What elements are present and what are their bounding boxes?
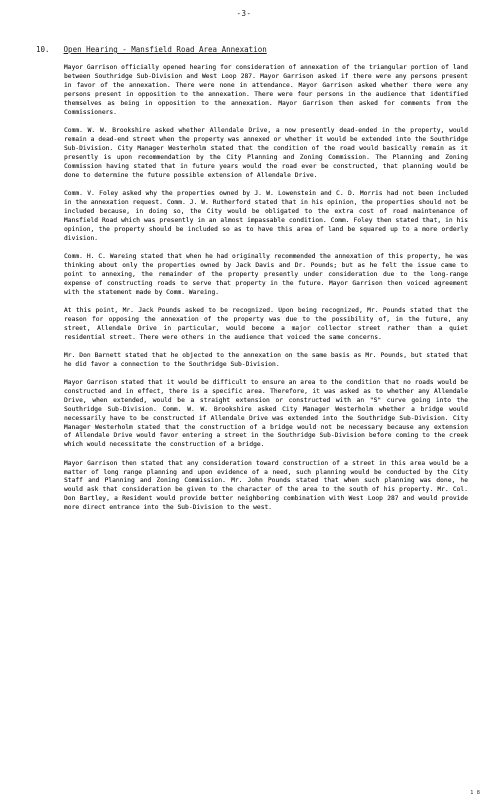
- paragraph-long-range-planning: Mayor Garrison then stated that any consideration toward construction of a street in this area would be a matter of long range planning and upon evidence of a need, such planning would be conducted by the City Staff and Planning and Zoning Commission. Mr. John Pounds stated that when such planning was done, he would ask that consideration be given to the character of the area to the south of his property. Mr. Col. Don Bartley, a Resident would provide better neighboring combination with West Loop 287 and would provide more direct entrance into the Sub-Division to the west.: [64, 459, 468, 512]
- paragraph-garrison-bridge: Mayor Garrison stated that it would be difficult to ensure an area to the condition that no roads would be constructed and in effect, there is a specific area. Therefore, it was asked as to whether any Allendale Drive, when extended, would be a straight extension or constructed with an "S" curve going into the Southridge Sub-Division. Comm. W. W. Brookshire asked City Manager Westerholm whether a bridge would necessarily have to be constructed if Allendale Drive was extended into the Southridge Sub-Division. City Manager Westerholm stated that the construction of a bridge would not be necessary because any extension of Allendale Drive would favor entering a street in the Southridge Sub-Division before coming to the creek which would necessitate the construction of a bridge.: [64, 378, 468, 449]
- document-id: 1 8: [470, 790, 480, 796]
- item-number: 10.: [36, 45, 50, 54]
- item-heading: [36, 45, 267, 54]
- paragraph-brookshire-allendale: Comm. W. W. Brookshire asked whether Allendale Drive, a now presently dead-ended in the property, would remain a dead-end street when the property was annexed or whether it would be extended into the Southridge Sub-Division. City Manager Westerholm stated that the condition of the road would basically remain as it presently is upon recommendation by the City Planning and Zoning Commission. The Planning and Zoning Commission having stated that in future years would the road ever be constructed, that planning would be done to determine the future possible extension of Allendale Drive.: [64, 126, 468, 179]
- document-body: [64, 64, 468, 522]
- paragraph-pounds-opposition: At this point, Mr. Jack Pounds asked to be recognized. Upon being recognized, Mr. Pounds stated that the reason for opposing the annexation of the property was due to the possibility of, in the future, any street, Allendale Drive in particular, would become a major collector street rather than a quiet residential street. There were others in the audience that voiced the same concerns.: [64, 306, 468, 341]
- paragraph-barnett-objection: Mr. Don Barnett stated that he objected to the annexation on the same basis as Mr. Pounds, but stated that he did favor a connection to the Southridge Sub-Division.: [64, 351, 468, 368]
- paragraph-foley-properties: Comm. V. Foley asked why the properties owned by J. W. Lowenstein and C. D. Morris had not been included in the annexation request. Comm. J. W. Rutherford stated that in his opinion, the properties should not be included because, in doing so, the City would be obligated to the extra cost of road maintenance of Mansfield Road which was presently in an almost impassable condition. Comm. Foley then stated that, in his opinion, the property should be included so as to have this area of land be squared up to a more orderly division.: [64, 189, 468, 242]
- page-number: -3-: [236, 9, 252, 18]
- paragraph-opening-hearing: Mayor Garrison officially opened hearing for consideration of annexation of the triangular portion of land between Southridge Sub-Division and West Loop 287. Mayor Garrison asked if there were any persons present in favor of the annexation. There were none in attendance. Mayor Garrison asked whether there were any persons present in opposition to the annexation. There were four persons in the audience that identified themselves as being in opposition to the annexation. Mayor Garrison then asked for comments from the Commissioners.: [64, 64, 468, 116]
- item-title: Open Hearing - Mansfield Road Area Annexation: [63, 45, 267, 54]
- paragraph-wareing-recommendation: Comm. H. C. Wareing stated that when he had originally recommended the annexation of this property, he was thinking about only the properties owned by Jack Davis and Dr. Pounds; but as he felt the issue came to point to annexing, the remainder of the property presently under consideration due to the long-range expense of constructing roads to serve that property in the future. Mayor Garrison then voiced agreement with the statement made by Comm. Wareing.: [64, 252, 468, 296]
